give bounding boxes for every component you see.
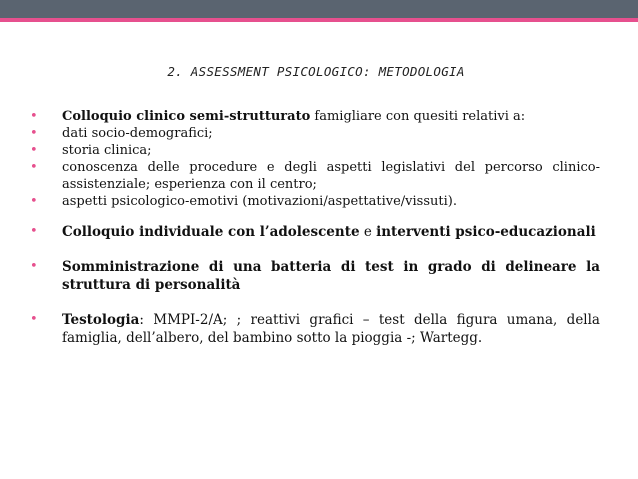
- bullet-dot: •: [30, 259, 38, 274]
- bullet-text: : MMPI-2/A; ; reattivi grafici – test della figura umana, della famiglia, dell’albero, del bambino sotto la pioggia -; Wartegg.: [62, 312, 600, 346]
- bullet-dot: •: [30, 312, 38, 327]
- bullet-text: storia clinica;: [62, 143, 152, 158]
- slide-title: [0, 64, 638, 79]
- bullet-storia: [28, 142, 600, 159]
- bullet-bold-text: Somministrazione di una batteria di test in grado di delineare la struttura di personalità: [62, 259, 600, 293]
- bullet-dot: •: [30, 160, 38, 175]
- bullet-dot: •: [30, 109, 38, 124]
- bullet-dot: •: [30, 194, 38, 209]
- bullet-bold-text: interventi psico-educazionali: [376, 224, 596, 240]
- bullet-dot: •: [30, 126, 38, 141]
- bullet-dot: •: [30, 224, 38, 239]
- bullet-testologia: [28, 311, 600, 347]
- bullet-somministrazione: [28, 258, 600, 294]
- bullet-text: famigliare con quesiti relativi a:: [310, 109, 526, 124]
- bullet-text: conoscenza delle procedure e degli aspetti legislativi del percorso clinico-assistenziale; esperienza con il centro;: [62, 160, 600, 192]
- top-bar: [0, 0, 638, 18]
- bullet-text: aspetti psicologico-emotivi (motivazioni/aspettative/vissuti).: [62, 194, 457, 209]
- bullet-aspetti: [28, 193, 600, 210]
- bullet-conoscenza: [28, 159, 600, 193]
- bullet-bold-text: Testologia: [62, 312, 140, 328]
- bullet-colloquio-individuale: [28, 223, 600, 241]
- bullet-colloquio-clinico: [28, 108, 600, 125]
- bullet-text: e: [359, 224, 377, 240]
- accent-bar: [0, 18, 638, 22]
- bullet-dati: [28, 125, 600, 142]
- bullet-bold-text: Colloquio individuale con l’adolescente: [62, 224, 360, 240]
- slide-content: [28, 108, 600, 347]
- slide-title-text: 2. ASSESSMENT PSICOLOGICO: METODOLOGIA: [167, 64, 465, 79]
- bullet-text: dati socio-demografici;: [62, 126, 213, 141]
- bullet-bold-text: Colloquio clinico semi-strutturato: [62, 109, 311, 124]
- bullet-dot: •: [30, 143, 38, 158]
